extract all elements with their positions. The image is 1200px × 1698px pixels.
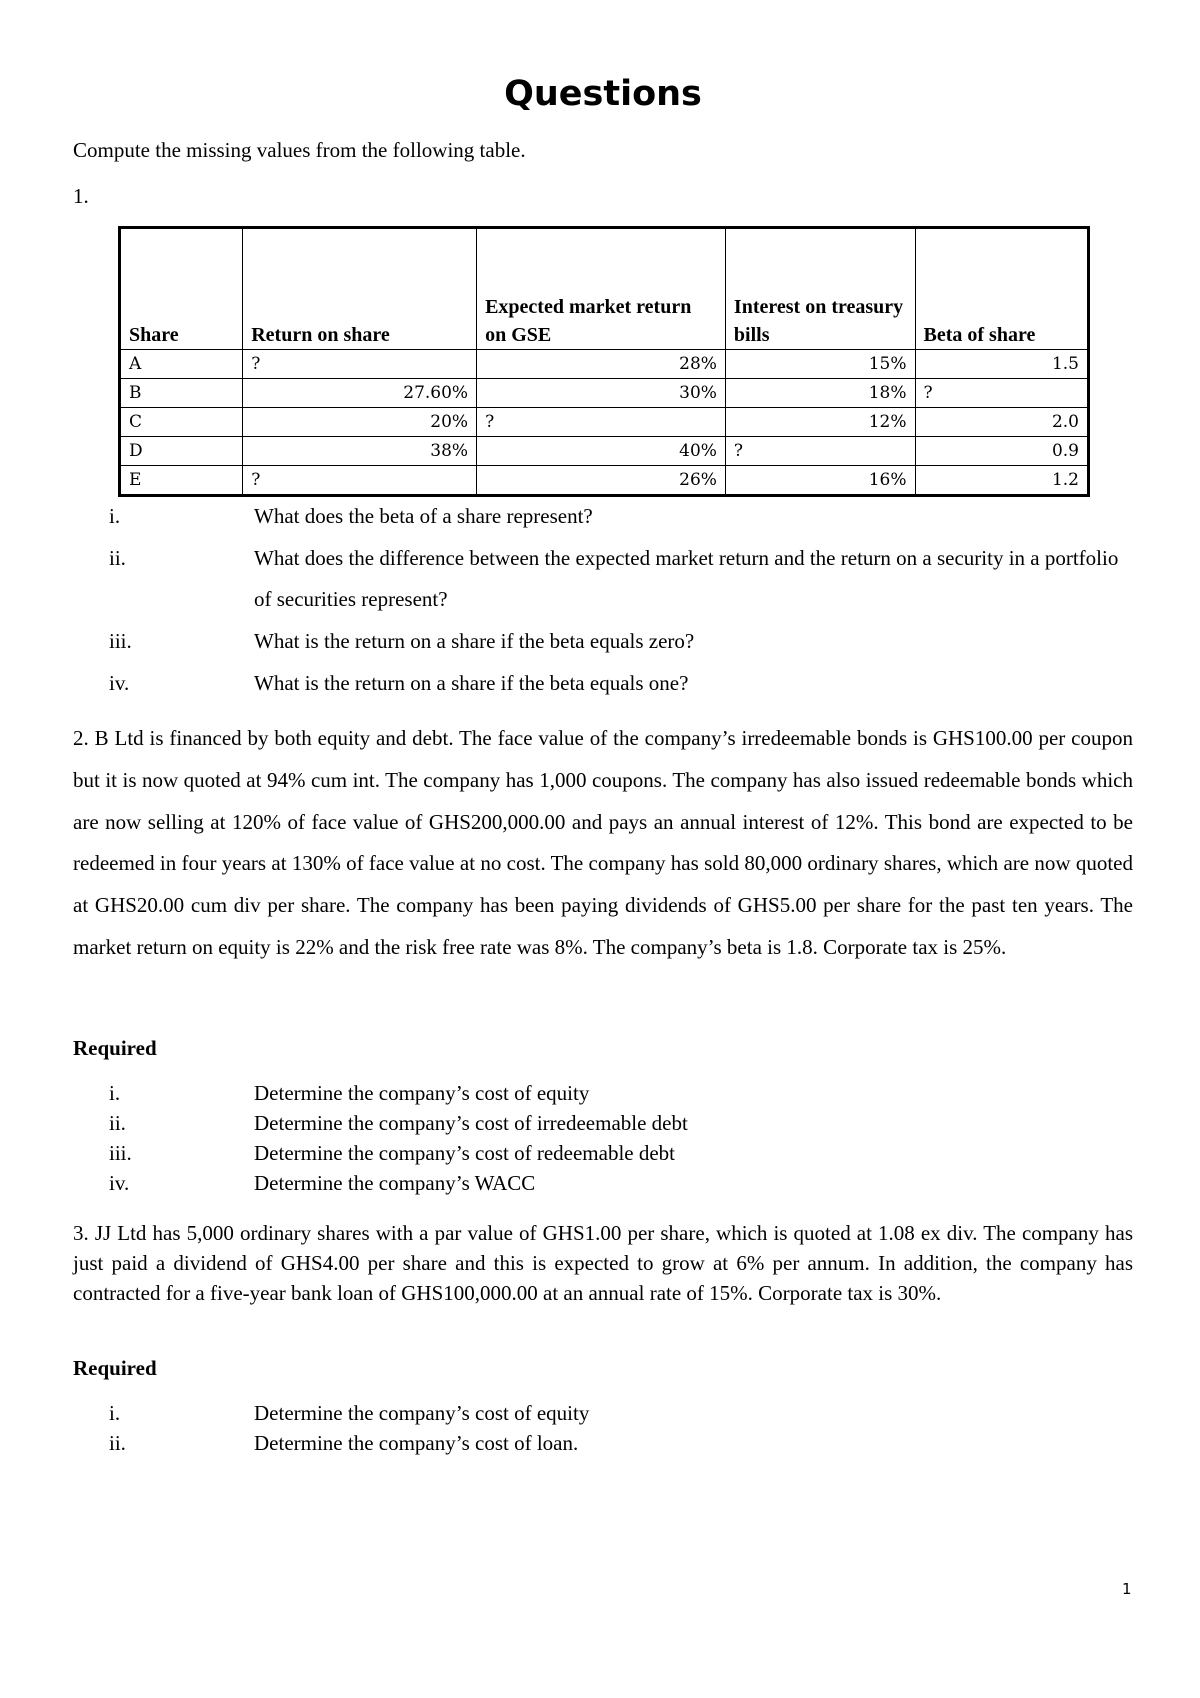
table-row [120,466,1089,496]
list-item: iv. What is the return on a share if the beta equals one? [109,670,689,695]
list-item: iii. Determine the company’s cost of redeemable debt [109,1141,676,1165]
header-return-on-share: Return on share [243,228,477,350]
question-2-required-label: Required [73,1036,157,1060]
intro-text: Compute the missing values from the following table. [73,138,526,162]
share-data-table [118,226,1090,497]
table-cell: B [120,379,243,408]
table-cell: 1.5 [915,350,1089,379]
table-cell: ? [243,466,477,496]
header-beta: Beta of share [915,228,1089,350]
list-item: ii. Determine the company’s cost of loan. [109,1431,579,1455]
table-cell: A [120,350,243,379]
table-header-row [120,228,1089,350]
header-share: Share [120,228,243,350]
table-cell: 40% [477,437,726,466]
table-row [120,350,1089,379]
table-cell: E [120,466,243,496]
table-cell: C [120,408,243,437]
header-interest-on-treasury-bills: Interest on treasury bills [725,228,915,350]
question-2-items [109,1078,1133,1198]
table-cell: 15% [725,350,915,379]
table-cell: 12% [725,408,915,437]
table-cell: 20% [243,408,477,437]
table-cell: 30% [477,379,726,408]
table-cell: 38% [243,437,477,466]
question-2-text: 2. B Ltd is financed by both equity and debt. The face value of the company’s irredeemable bonds is GHS100.00 per coupon but it is now quoted at 94% cum int. The company has 1,000 coupons. The company has also issued redeemable bonds which are now selling at 120% of face value of GHS200,000.00 and pays an annual interest of 12%. This bond are expected to be redeemed in four years at 130% of face value at no cost. The company has sold 80,000 ordinary shares, which are now quoted at GHS20.00 cum div per share. The company has been paying dividends of GHS5.00 per share for the past ten years. The market return on equity is 22% and the risk free rate was 8%. The company’s beta is 1.8. Corporate tax is 25%. [73,726,1133,959]
list-item: ii. Determine the company’s cost of irredeemable debt [109,1111,688,1135]
table-cell: ? [243,350,477,379]
question-3-items [109,1398,1133,1458]
page-title: Questions [504,74,702,114]
table-cell: 28% [477,350,726,379]
table-cell: 0.9 [915,437,1089,466]
table-cell: ? [477,408,726,437]
table-cell: 18% [725,379,915,408]
table-row [120,437,1089,466]
list-item: iii. What is the return on a share if the beta equals zero? [109,629,695,654]
table-cell: 16% [725,466,915,496]
table-row [120,408,1089,437]
question-3-required-label: Required [73,1356,157,1380]
table-row [120,379,1089,408]
list-item: i. What does the beta of a share represent? [109,504,593,528]
table-cell: 1.2 [915,466,1089,496]
table-cell: 26% [477,466,726,496]
list-item: iv. Determine the company’s WACC [109,1171,536,1195]
table-cell: D [120,437,243,466]
page-number: 1 [1122,1580,1132,1598]
list-item: i. Determine the company’s cost of equity [109,1081,590,1105]
header-expected-market-return: Expected market return on GSE [477,228,726,350]
list-item: i. Determine the company’s cost of equity [109,1401,590,1425]
list-item: ii. What does the difference between the expected market return and the return on a security in a portfolio of securities represent? [109,545,1119,612]
table-cell: 2.0 [915,408,1089,437]
table-cell: 27.60% [243,379,477,408]
question-3-text: 3. JJ Ltd has 5,000 ordinary shares with a par value of GHS1.00 per share, which is quoted at 1.08 ex div. The company has just paid a dividend of GHS4.00 per share and this is expected to grow at 6% per annum. In addition, the company has contracted for a five-year bank loan of GHS100,000.00 at an annual rate of 15%. Corporate tax is 30%. [73,1221,1133,1305]
table-cell: ? [915,379,1089,408]
table-cell: ? [725,437,915,466]
question-1-number: 1. [73,184,89,208]
question-1-subquestions [109,496,1133,705]
